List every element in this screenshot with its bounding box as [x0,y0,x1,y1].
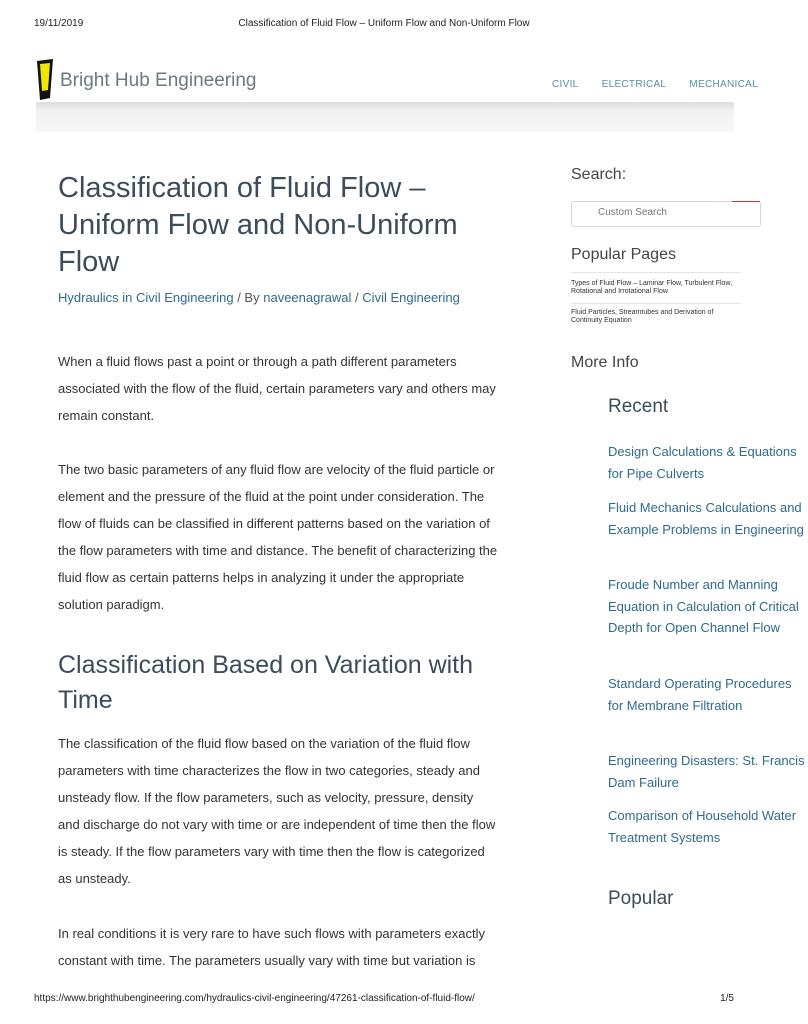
sidebar [571,166,734,386]
article-meta [58,290,498,305]
nav-electrical[interactable]: ELECTRICAL [601,79,667,90]
popular-title: Popular [608,888,674,909]
article-title: Classification of Fluid Flow – Uniform Flow and Non-Uniform Flow [58,172,458,278]
main-nav [552,79,778,90]
print-url: https://www.brighthubengineering.com/hydraulics-civil-engineering/47261-classification-of-fluid-flow/ [34,993,475,1004]
logo-icon[interactable] [36,58,54,102]
print-date: 19/11/2019 [34,18,84,29]
popular-widget [608,888,734,910]
paragraph-parameters: The two basic parameters of any fluid flow are velocity of the fluid particle or element and the pressure of the fluid at the point under consideration. The flow of fluids can be classified in different patterns based on the variation of the flow parameters with time and distance. The benefit of characterizing the fluid flow as certain patterns helps in analyzing it under the appropriate solution paradigm. [58,462,498,612]
brand-name[interactable]: Bright Hub Engineering [60,70,257,91]
recent-link[interactable]: Standard Operating Procedures for Membrane Filtration [608,676,792,713]
section-heading: Classification Based on Variation with Time [58,651,474,714]
search-label: Search: [571,166,627,183]
more-info-label: More Info [571,354,639,371]
meta-by: / By [237,290,260,305]
nav-mechanical[interactable]: MECHANICAL [689,79,758,90]
popular-pages-divider [571,272,741,273]
recent-link[interactable]: Engineering Disasters: St. Francis Dam Failure [608,753,805,790]
section-link[interactable]: Civil Engineering [362,290,460,305]
meta-separator: / [355,290,359,305]
recent-link[interactable]: Comparison of Household Water Treatment Systems [608,808,797,845]
popular-page-link[interactable]: Types of Fluid Flow – Laminar Flow, Turbulent Flow, Rotational and Irrotational Flow [571,280,733,295]
print-title: Classification of Fluid Flow – Uniform Flow and Non-Uniform Flow [238,18,530,29]
search-button[interactable] [732,201,760,227]
recent-link[interactable]: Fluid Mechanics Calculations and Example Problems in Engineering [608,500,804,537]
print-page-number: 1/5 [720,993,734,1004]
category-link[interactable]: Hydraulics in Civil Engineering [58,290,234,305]
site-header [36,38,758,102]
nav-civil[interactable]: CIVIL [552,79,579,90]
search-input[interactable] [598,207,718,218]
header-divider [36,102,734,132]
popular-page-link[interactable]: Fluid Particles, Streamtubes and Derivation of Continuity Equation [571,309,714,324]
popular-pages-divider [571,303,741,304]
author-link[interactable]: naveenagrawal [263,290,352,305]
print-footer [34,993,734,1007]
recent-widget [608,396,805,856]
recent-link[interactable]: Design Calculations & Equations for Pipe Culverts [608,444,797,481]
paragraph-steady-unsteady: The classification of the fluid flow based on the variation of the fluid flow parameters with time characterizes the flow in two categories, steady and unsteady flow. If the flow parameters, such as velocity, pressure, density and discharge do not vary with time or are independent of time then the flow is steady. If the flow parameters vary with time then the flow is categorized as unsteady. [58,736,496,886]
search-box [571,201,761,227]
recent-link[interactable]: Froude Number and Manning Equation in Calculation of Critical Depth for Open Channel Flow [608,577,799,635]
paragraph-real-conditions: In real conditions it is very rare to have such flows with parameters exactly constant with time. The parameters usually vary with time but variation is [58,926,486,968]
print-header [34,18,734,32]
paragraph-intro: When a fluid flows past a point or through a path different parameters associated with the flow of the fluid, certain parameters vary and others may remain constant. [58,354,496,423]
article [58,170,498,968]
popular-pages-label: Popular Pages [571,246,676,263]
recent-title: Recent [608,396,669,417]
